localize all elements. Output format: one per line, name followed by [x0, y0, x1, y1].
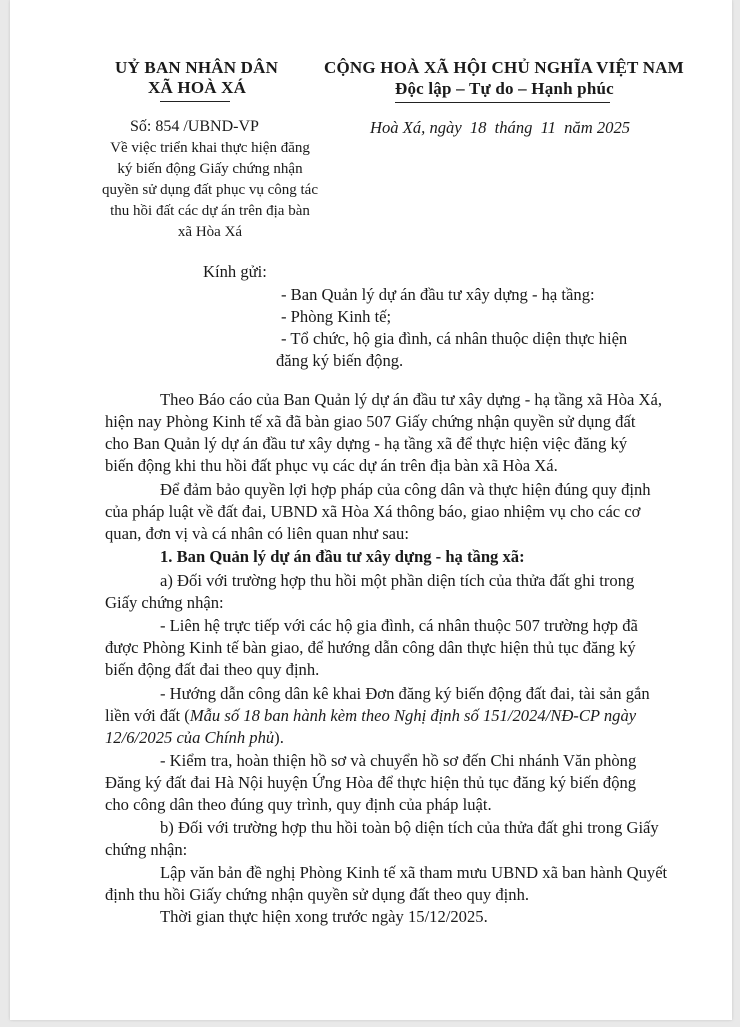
paragraph-line: định thu hồi Giấy chứng nhận quyền sử dụng đất theo quy định. [105, 885, 530, 904]
paragraph-line: Để đảm bảo quyền lợi hợp pháp của công dân và thực hiện đúng quy định [160, 480, 651, 499]
paragraph-line: Đăng ký đất đai Hà Nội huyện Ứng Hòa để thực hiện thủ tục đăng ký biến động [105, 773, 637, 792]
paragraph-line: Theo Báo cáo của Ban Quản lý dự án đầu tư xây dựng - hạ tầng xã Hòa Xá, [160, 390, 663, 409]
paragraph-intro [105, 389, 662, 477]
subject-line: thu hồi đất các dự án trên địa bàn [110, 203, 310, 219]
subject-line: Về việc triển khai thực hiện đăng [110, 140, 310, 156]
subject-line: xã Hòa Xá [177, 224, 243, 240]
paragraph-line: b) Đối với trường hợp thu hồi toàn bộ diện tích của thửa đất ghi trong Giấy [160, 818, 659, 837]
paragraph-line: - Liên hệ trực tiếp với các hộ gia đình, cá nhân thuộc 507 trường hợp đã [160, 616, 638, 635]
item-b [105, 817, 659, 861]
item-a-contact [105, 615, 638, 681]
motto-underline [395, 102, 610, 103]
section-heading: 1. Ban Quản lý dự án đầu tư xây dựng - hạ tầng xã: [160, 547, 525, 566]
item-b-action [105, 862, 667, 906]
issuing-org-name: UỶ BAN NHÂN DÂN [115, 58, 279, 77]
paragraph-line: biến động khi thu hồi đất phục vụ các dự án trên địa bàn xã Hòa Xá. [105, 456, 558, 475]
recipient-item: - Tổ chức, hộ gia đình, cá nhân thuộc diện thực hiện [281, 329, 628, 348]
paragraph-line: - Kiểm tra, hoàn thiện hồ sơ và chuyển hồ sơ đến Chi nhánh Văn phòng [160, 751, 637, 770]
document-date [370, 118, 630, 138]
country-name: CỘNG HOÀ XÃ HỘI CHỦ NGHĨA VIỆT NAM [324, 58, 684, 77]
paragraph-line: a) Đối với trường hợp thu hồi một phần diện tích của thửa đất ghi trong [160, 571, 635, 590]
recipient-item: đăng ký biến động. [276, 351, 404, 370]
date-month-label: tháng [494, 118, 533, 137]
date-month: 11 [540, 118, 556, 137]
document-subject [80, 138, 340, 243]
subject-line: ký biến động Giấy chứng nhận [117, 161, 303, 177]
text-run: ). [274, 728, 284, 747]
paragraph-purpose [105, 479, 651, 545]
paragraph-line [105, 705, 650, 727]
paragraph-line: hiện nay Phòng Kinh tế xã đã bàn giao 507 Giấy chứng nhận quyền sử dụng đất [105, 412, 636, 431]
form-reference: Mẫu số 18 ban hành kèm theo Nghị định số 151/2024/NĐ-CP ngày [189, 706, 637, 725]
recipient-item: - Ban Quản lý dự án đầu tư xây dựng - hạ tầng: [281, 285, 595, 304]
date-year: năm 2025 [564, 118, 631, 137]
paragraph-line: Giấy chứng nhận: [105, 593, 224, 612]
paragraph-line: cho công dân theo đúng quy trình, quy định của pháp luật. [105, 795, 492, 814]
paragraph-line: biến động đất đai theo quy định. [105, 660, 320, 679]
paragraph-line [105, 727, 650, 749]
national-motto: Độc lập – Tự do – Hạnh phúc [395, 79, 614, 98]
item-a-guidance [105, 683, 650, 749]
paragraph-line: được Phòng Kinh tế bàn giao, để hướng dẫn công dân thực hiện thủ tục đăng ký [105, 638, 636, 657]
issuing-org-commune: XÃ HOÀ XÁ [148, 78, 247, 97]
paragraph-line: quan, đơn vị và cá nhân có liên quan như sau: [105, 524, 409, 543]
recipient-item: - Phòng Kinh tế; [281, 307, 392, 326]
paragraph-line: Lập văn bản đề nghị Phòng Kinh tế xã tham mưu UBND xã ban hành Quyết [160, 863, 668, 882]
paragraph-line: của pháp luật về đất đai, UBND xã Hòa Xá thông báo, giao nhiệm vụ cho các cơ [105, 502, 641, 521]
org-underline [160, 101, 230, 102]
text-run: liền với đất ( [105, 706, 190, 725]
paragraph-line: chứng nhận: [105, 840, 188, 859]
recipients-label: Kính gửi: [203, 262, 267, 281]
paragraph-line: - Hướng dẫn công dân kê khai Đơn đăng ký biến động đất đai, tài sản gắn [160, 684, 650, 703]
item-a-review [105, 750, 636, 816]
form-reference: 12/6/2025 của Chính phủ [105, 728, 275, 747]
item-a [105, 570, 634, 614]
document-number: Số: 854 /UBND-VP [130, 118, 259, 135]
paragraph-line: cho Ban Quản lý dự án đầu tư xây dựng - hạ tầng xã để thực hiện việc đăng ký [105, 434, 628, 453]
document-page [10, 0, 732, 1020]
date-place: Hoà Xá, ngày [370, 118, 462, 137]
date-day: 18 [469, 118, 487, 137]
recipients-list [276, 284, 628, 372]
deadline-line: Thời gian thực hiện xong trước ngày 15/12/2025. [160, 907, 488, 926]
subject-line: quyền sử dụng đất phục vụ công tác [102, 182, 318, 198]
